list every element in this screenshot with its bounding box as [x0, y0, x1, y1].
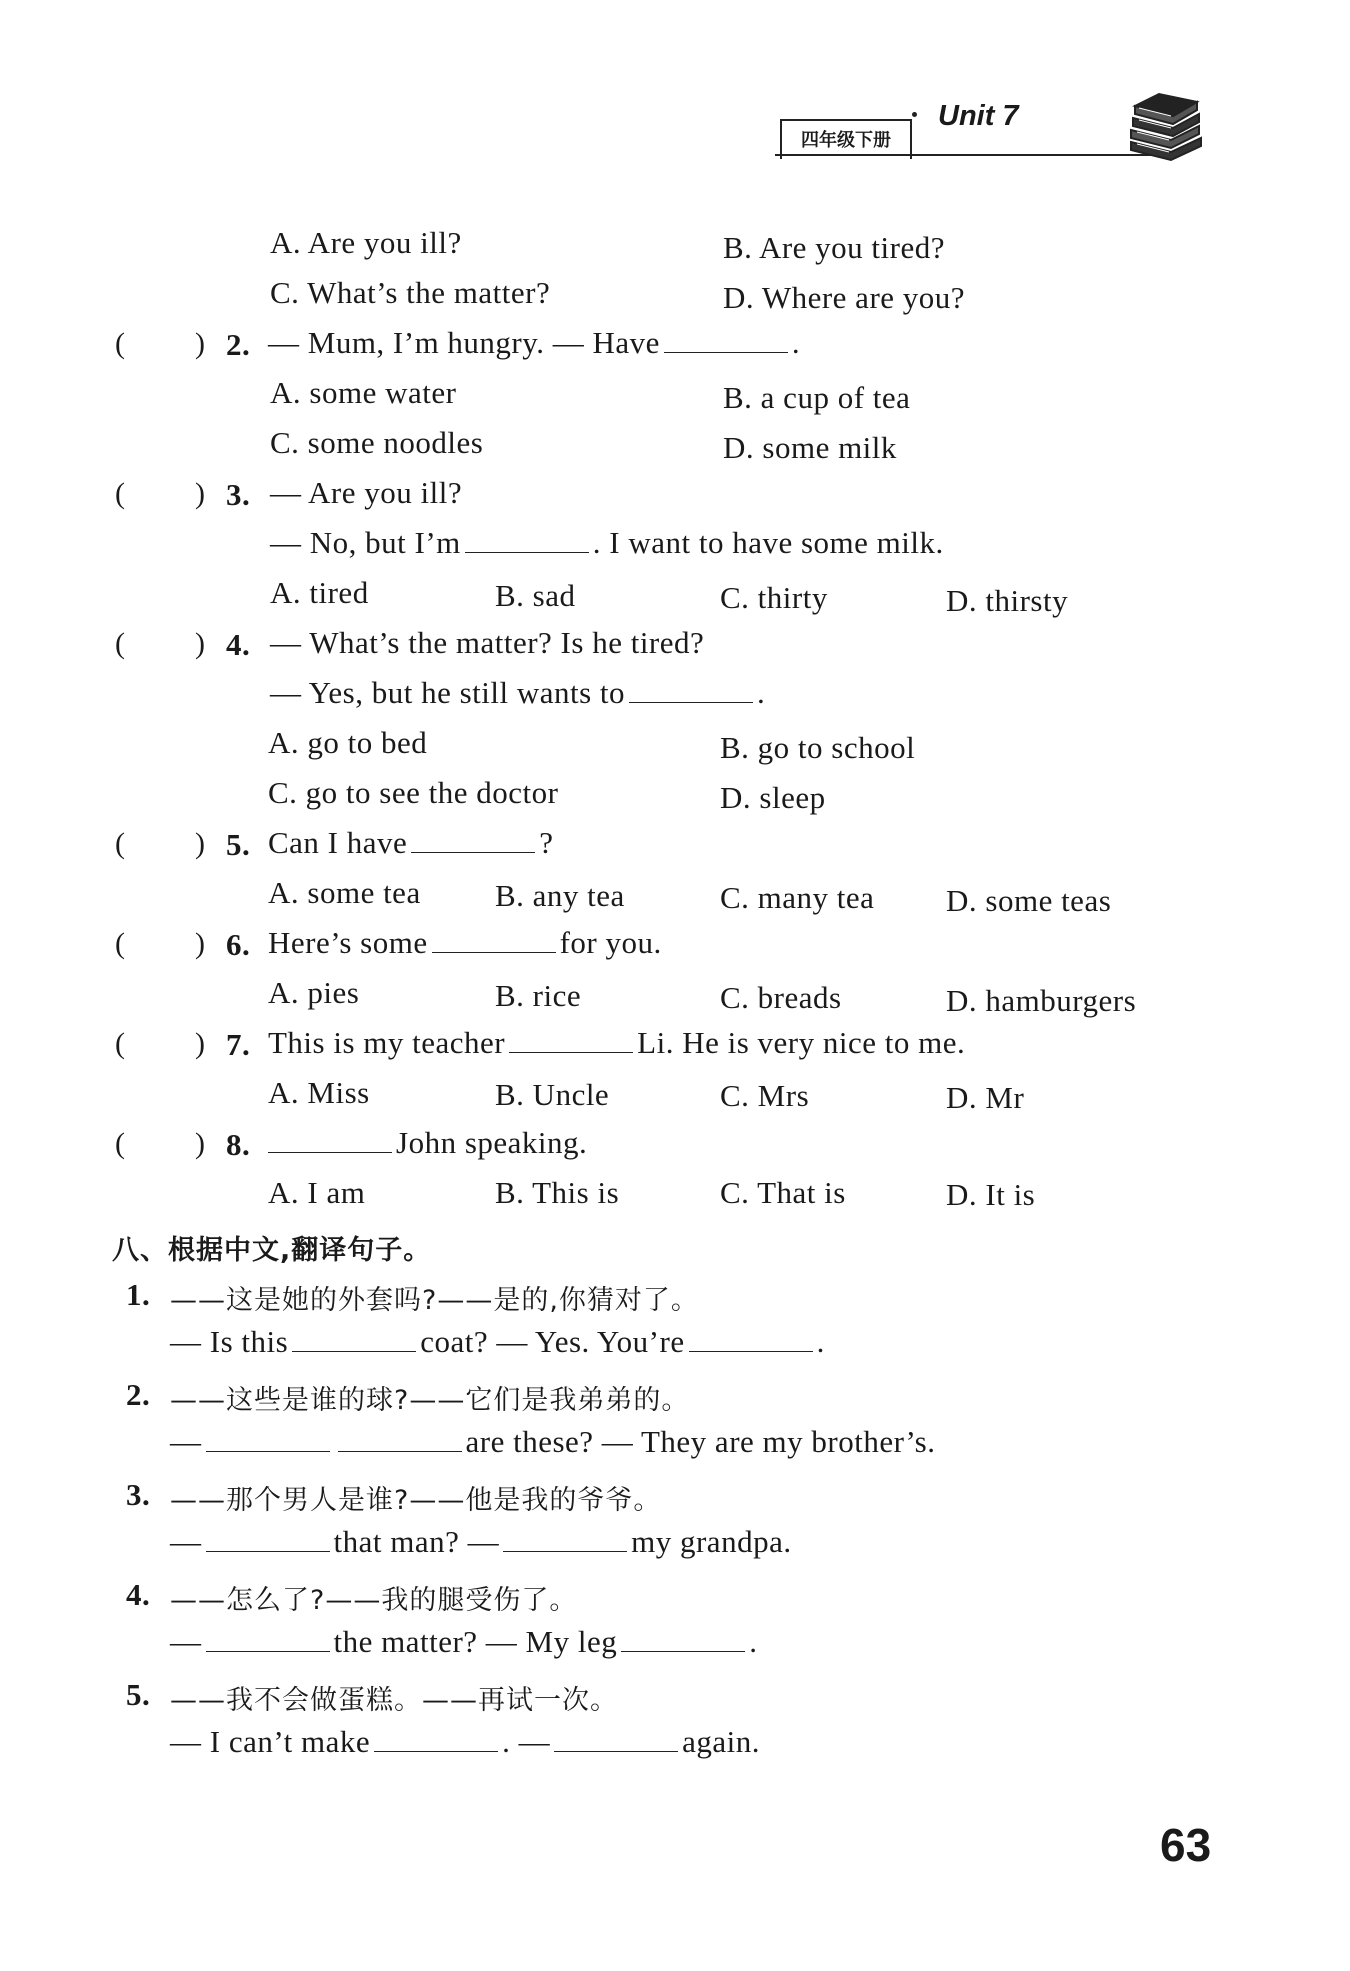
question-text: [270, 525, 944, 561]
answer-blank[interactable]: [629, 678, 753, 703]
option-a: A. I am: [268, 1175, 366, 1210]
question-text-part: This is my teacher: [268, 1025, 506, 1060]
question-text: — Are you ill?: [270, 475, 463, 510]
option-c: C. go to see the doctor: [268, 775, 559, 810]
translation-line: [170, 1524, 792, 1560]
question-text: [268, 325, 800, 361]
item-number: 4.: [126, 1577, 151, 1612]
option-a: A. some water: [270, 375, 457, 410]
answer-paren-close: ): [195, 1027, 205, 1060]
q1-option-c: C. What’s the matter?: [270, 275, 551, 310]
books-icon: [1125, 90, 1205, 162]
option-b: B. This is: [495, 1175, 620, 1210]
option-c: C. Mrs: [720, 1078, 810, 1113]
translation-part: the matter? — My leg: [333, 1624, 618, 1659]
question-text-part: — Yes, but he still wants to: [270, 675, 626, 710]
chinese-prompt: ——那个男人是谁?——他是我的爷爷。: [170, 1485, 662, 1516]
translation-part: .: [816, 1324, 825, 1359]
answer-paren-open: (: [115, 477, 125, 510]
answer-blank[interactable]: [206, 1427, 330, 1452]
option-b: B. go to school: [720, 730, 916, 765]
section-title: 八、根据中文,翻译句子。: [112, 1235, 432, 1266]
option-c: C. many tea: [720, 880, 875, 915]
question-text-part: Can I have: [268, 825, 408, 860]
answer-paren-close: ): [195, 627, 205, 660]
translation-part: —: [170, 1524, 202, 1559]
option-d: D. some teas: [946, 883, 1112, 918]
chinese-prompt: ——这是她的外套吗?——是的,你猜对了。: [170, 1285, 699, 1316]
option-d: D. hamburgers: [946, 983, 1137, 1018]
option-d: D. thirsty: [946, 583, 1069, 618]
question-number: 2.: [226, 327, 251, 362]
question-text-part: John speaking.: [396, 1125, 588, 1160]
answer-paren-open: (: [115, 327, 125, 360]
item-number: 2.: [126, 1377, 151, 1412]
question-number: 8.: [226, 1127, 251, 1162]
question-text: [268, 1025, 965, 1061]
option-b: B. rice: [495, 978, 582, 1013]
answer-paren-open: (: [115, 1027, 125, 1060]
question-text-part: Here’s some: [268, 925, 428, 960]
question-number: 5.: [226, 827, 251, 862]
translation-line: [170, 1724, 760, 1760]
translation-line: [170, 1624, 758, 1660]
option-d: D. It is: [946, 1177, 1036, 1212]
translation-line: [170, 1424, 935, 1460]
option-c: C. some noodles: [270, 425, 484, 460]
question-text-part: . I want to have some milk.: [592, 525, 944, 560]
translation-part: .: [749, 1624, 758, 1659]
page-number: 63: [1160, 1819, 1212, 1871]
option-a: A. some tea: [268, 875, 421, 910]
chinese-prompt: ——怎么了?——我的腿受伤了。: [170, 1585, 578, 1616]
question-text-part: ?: [539, 825, 554, 860]
answer-paren-open: (: [115, 627, 125, 660]
answer-blank[interactable]: [374, 1727, 498, 1752]
translation-part: . —: [502, 1724, 551, 1759]
answer-paren-open: (: [115, 1127, 125, 1160]
option-b: B. sad: [495, 578, 576, 613]
item-number: 5.: [126, 1677, 151, 1712]
grade-label: 四年级下册: [780, 119, 912, 159]
answer-blank[interactable]: [411, 828, 535, 853]
option-d: D. some milk: [723, 430, 897, 465]
question-text: [270, 675, 765, 711]
translation-part: are these? — They are my brother’s.: [465, 1424, 936, 1459]
question-number: 7.: [226, 1027, 251, 1062]
option-d: D. sleep: [720, 780, 826, 815]
option-c: C. thirty: [720, 580, 828, 615]
question-number: 3.: [226, 477, 251, 512]
question-number: 6.: [226, 927, 251, 962]
header-dot: [912, 112, 917, 117]
option-a: A. tired: [270, 575, 369, 610]
answer-blank[interactable]: [509, 1028, 633, 1053]
answer-blank[interactable]: [268, 1128, 392, 1153]
answer-paren-close: ): [195, 1127, 205, 1160]
option-b: B. Uncle: [495, 1077, 610, 1112]
unit-label: Unit 7: [938, 100, 1019, 132]
translation-line: [170, 1324, 825, 1360]
question-text: [264, 1125, 587, 1161]
answer-blank[interactable]: [465, 528, 589, 553]
answer-blank[interactable]: [292, 1327, 416, 1352]
answer-blank[interactable]: [206, 1627, 330, 1652]
answer-blank[interactable]: [338, 1427, 462, 1452]
question-text-part: — Mum, I’m hungry. — Have: [268, 325, 660, 360]
option-d: D. Mr: [946, 1080, 1025, 1115]
chinese-prompt: ——我不会做蛋糕。——再试一次。: [170, 1685, 618, 1716]
answer-blank[interactable]: [689, 1327, 813, 1352]
q1-option-d: D. Where are you?: [723, 280, 966, 315]
translation-part: — I can’t make: [170, 1724, 371, 1759]
question-text-part: for you.: [559, 925, 662, 960]
answer-paren-close: ): [195, 827, 205, 860]
translation-part: again.: [682, 1724, 760, 1759]
answer-paren-open: (: [115, 927, 125, 960]
answer-blank[interactable]: [432, 928, 556, 953]
answer-paren-close: ): [195, 927, 205, 960]
translation-part: my grandpa.: [631, 1524, 792, 1559]
option-b: B. a cup of tea: [723, 380, 911, 415]
item-number: 3.: [126, 1477, 151, 1512]
question-text-part: — No, but I’m: [270, 525, 461, 560]
option-b: B. any tea: [495, 878, 625, 913]
translation-part: —: [170, 1624, 202, 1659]
header-rule: [775, 154, 1175, 156]
question-text-part: .: [791, 325, 801, 360]
chinese-prompt: ——这些是谁的球?——它们是我弟弟的。: [170, 1385, 690, 1416]
answer-paren-close: ): [195, 327, 205, 360]
option-a: A. go to bed: [268, 725, 428, 760]
translation-part: — Is this: [170, 1324, 289, 1359]
answer-blank[interactable]: [206, 1527, 330, 1552]
q1-option-b: B. Are you tired?: [723, 230, 946, 265]
option-a: A. pies: [268, 975, 360, 1010]
question-text: — What’s the matter? Is he tired?: [270, 625, 705, 660]
question-text-part: .: [757, 675, 766, 710]
answer-paren-open: (: [115, 827, 125, 860]
item-number: 1.: [126, 1277, 151, 1312]
answer-blank[interactable]: [664, 328, 788, 353]
translation-part: —: [170, 1424, 202, 1459]
question-number: 4.: [226, 627, 251, 662]
answer-blank[interactable]: [554, 1727, 678, 1752]
question-text: [268, 825, 554, 861]
question-text-part: Li. He is very nice to me.: [637, 1025, 966, 1060]
translation-part: coat? — Yes. You’re: [420, 1324, 685, 1359]
answer-blank[interactable]: [621, 1627, 745, 1652]
answer-blank[interactable]: [503, 1527, 627, 1552]
answer-paren-close: ): [195, 477, 205, 510]
question-text: [268, 925, 662, 961]
option-c: C. That is: [720, 1175, 846, 1210]
option-c: C. breads: [720, 980, 842, 1015]
translation-part: that man? —: [333, 1524, 500, 1559]
option-a: A. Miss: [268, 1075, 370, 1110]
q1-option-a: A. Are you ill?: [270, 225, 462, 260]
